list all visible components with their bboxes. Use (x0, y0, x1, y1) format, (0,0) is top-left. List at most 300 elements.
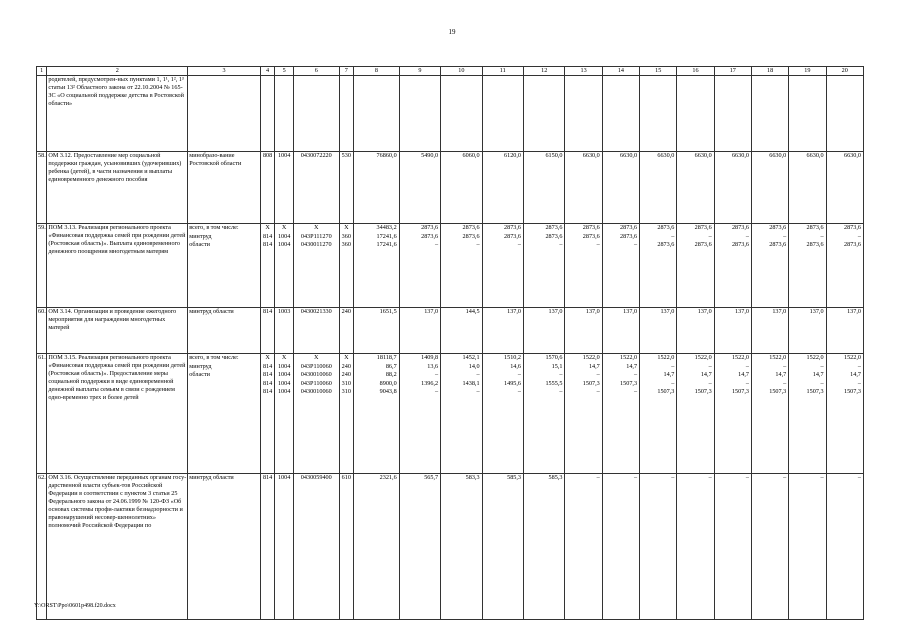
amount-value: 2873,6 (657, 224, 675, 231)
amount-cell (565, 76, 602, 152)
amount-value: – (633, 241, 638, 248)
table-header-row (37, 67, 864, 76)
amount-value: 1452,1 (462, 354, 480, 361)
amount-cell (714, 354, 751, 474)
amount-cell (565, 224, 602, 308)
amount-value (355, 76, 397, 85)
header-cell: 17 (714, 67, 751, 76)
code-value: 1004 (277, 152, 291, 159)
amount-value: 585,3 (548, 474, 563, 481)
amount-cell (524, 76, 565, 152)
amount-cell (602, 474, 639, 620)
amount-cell (399, 474, 440, 620)
row-number: 60. (37, 308, 47, 354)
code-cell-c7 (339, 354, 354, 474)
code-value: Х (344, 354, 349, 361)
amount-value: 144,5 (465, 308, 480, 315)
amount-value: 2873,6 (843, 241, 861, 248)
amount-cell (565, 152, 602, 224)
amount-value: 14,7 (738, 371, 749, 378)
code-value: 240 (341, 362, 351, 370)
header-cell: 18 (751, 67, 788, 76)
code-cell-c4 (260, 474, 275, 620)
amount-cell (789, 308, 826, 354)
code-value: 814 (262, 362, 273, 370)
amount-value: – (708, 474, 712, 481)
amount-cell (751, 308, 788, 354)
amount-cell (441, 224, 482, 308)
amount-cell (714, 224, 751, 308)
code-cell-c5 (275, 76, 294, 152)
code-value: Х (265, 224, 270, 231)
amount-cell (826, 76, 863, 152)
amount-value: – (476, 388, 480, 395)
amount-value: 1651,5 (379, 308, 397, 315)
code-value: Х (314, 354, 319, 361)
code-cell-c6 (293, 354, 339, 474)
code-cell-c7 (339, 152, 354, 224)
amount-cell (482, 308, 523, 354)
executor-cell (188, 76, 261, 152)
header-cell: 20 (826, 67, 863, 76)
code-cell-c4 (260, 354, 275, 474)
amount-cell (441, 474, 482, 620)
amount-value (790, 76, 823, 85)
code-value: 0430010060 (300, 371, 332, 378)
amount-value: – (596, 371, 600, 378)
code-cell-c7 (339, 224, 354, 308)
code-cell-c5 (275, 354, 294, 474)
code-value: 0430072220 (300, 152, 332, 159)
code-cell-c7 (339, 474, 354, 620)
amount-value: 1507,3 (806, 388, 824, 395)
code-value: Х (344, 224, 349, 231)
amount-value (566, 76, 599, 85)
amount-cell (602, 308, 639, 354)
amount-value: 1507,3 (694, 388, 712, 395)
amount-cell (640, 152, 677, 224)
amount-cell (354, 354, 400, 474)
amount-value: – (633, 388, 638, 395)
amount-cell (399, 76, 440, 152)
amount-cell (354, 224, 400, 308)
amount-value: 2873,6 (769, 224, 787, 231)
amount-cell (441, 152, 482, 224)
amount-value: 137,0 (772, 308, 787, 315)
amount-value: 14,6 (510, 362, 522, 370)
amount-value: – (745, 362, 749, 370)
amount-value (678, 76, 711, 85)
amount-value: – (596, 388, 600, 395)
code-value: 043P111270 (300, 232, 332, 240)
amount-value: 1507,3 (620, 379, 638, 387)
amount-cell (602, 224, 639, 308)
row-number: 62. (37, 474, 47, 620)
header-cell: 10 (441, 67, 482, 76)
code-value: 610 (341, 474, 351, 481)
amount-value: 2873,6 (462, 224, 480, 231)
amount-value: 2873,6 (504, 232, 522, 240)
amount-cell (602, 76, 639, 152)
measure-description: ОМ 3.12. Предоставление мер социальной поддержки граждан, усыновивших (удочеривших) ребенка (детей), в части назначения и выплаты единовременного денежного пособия (47, 152, 188, 224)
header-cell: 2 (47, 67, 188, 76)
amount-cell (354, 474, 400, 620)
code-cell-c4 (260, 308, 275, 354)
code-value: 808 (262, 152, 273, 159)
code-cell-c4 (260, 76, 275, 152)
amount-value: 137,0 (585, 308, 600, 315)
amount-value: – (559, 241, 563, 248)
amount-value: 2873,6 (731, 224, 749, 231)
amount-cell (602, 354, 639, 474)
amount-cell (677, 152, 714, 224)
table-row (37, 224, 864, 308)
amount-cell (482, 152, 523, 224)
amount-value: 17241,6 (376, 241, 397, 248)
code-cell-c6 (293, 76, 339, 152)
code-value: 1004 (277, 388, 291, 395)
code-cell-c6 (293, 224, 339, 308)
code-value: 0430021330 (300, 308, 332, 315)
amount-value: 2873,6 (504, 224, 522, 231)
header-cell: 6 (293, 67, 339, 76)
amount-cell (789, 224, 826, 308)
amount-value: 6630,0 (843, 152, 861, 159)
measure-description: ОМ 3.16. Осуществление переданных органам госу-дарственной власти субъек-тов Российской Федерации в соответствии с пунктом 3 статьи 25 Федерального закона от 24.06.1999 № 120-ФЗ «Об основах системы профи-лактики безнадзорности и правонарушений несовер-шеннолетних» полномочий Российской Федерации по (47, 474, 188, 620)
code-value: 1004 (277, 379, 291, 387)
header-cell: 7 (339, 67, 354, 76)
code-value: Х (314, 224, 319, 231)
amount-cell (640, 354, 677, 474)
code-value (276, 76, 292, 85)
amount-cell (677, 76, 714, 152)
amount-value: 6630,0 (582, 152, 600, 159)
amount-cell (524, 354, 565, 474)
header-cell: 15 (640, 67, 677, 76)
amount-value: 2321,6 (379, 474, 397, 481)
amount-value: – (559, 388, 563, 395)
amount-cell (714, 474, 751, 620)
header-cell: 1 (37, 67, 47, 76)
amount-value: 2873,6 (545, 232, 563, 240)
code-value: 310 (341, 379, 351, 387)
amount-value: 1507,3 (731, 388, 749, 395)
amount-value: 2873,6 (694, 224, 712, 231)
amount-value: 76860,0 (376, 152, 397, 159)
amount-value: 14,7 (775, 371, 787, 378)
code-value: 240 (341, 371, 351, 378)
amount-cell (565, 308, 602, 354)
header-cell: 13 (565, 67, 602, 76)
amount-value: – (671, 474, 675, 481)
executor-cell: минобразо-вание Ростовской области (188, 152, 261, 224)
table-row (37, 152, 864, 224)
amount-cell (789, 474, 826, 620)
code-cell-c5 (275, 224, 294, 308)
amount-cell (441, 308, 482, 354)
amount-value: 137,0 (507, 308, 522, 315)
amount-value: – (517, 371, 522, 378)
amount-value: – (857, 474, 861, 481)
code-value: Х (281, 354, 287, 361)
amount-value: 15,1 (551, 362, 563, 370)
amount-value: – (435, 388, 439, 395)
amount-value: 1522,0 (620, 354, 638, 361)
amount-value: 1522,0 (843, 354, 861, 361)
amount-value: 14,7 (663, 371, 675, 378)
amount-value: 17241,6 (376, 232, 397, 240)
amount-cell (399, 354, 440, 474)
amount-cell (565, 474, 602, 620)
amount-value (828, 76, 861, 85)
amount-cell (482, 354, 523, 474)
amount-value: 137,0 (697, 308, 712, 315)
amount-value: – (783, 379, 787, 387)
executor-cell (188, 224, 261, 308)
header-cell: 14 (602, 67, 639, 76)
amount-value: 1507,3 (582, 379, 600, 387)
amount-value: – (476, 371, 480, 378)
table-row (37, 354, 864, 474)
executor-cell: минтруд области (188, 474, 261, 620)
amount-cell (524, 224, 565, 308)
code-cell-c6 (293, 308, 339, 354)
amount-value: 6630,0 (731, 152, 749, 159)
executor-line: минтруд (189, 232, 212, 240)
amount-value (484, 76, 521, 85)
measure-description: ОМ 3.14. Организация и проведение ежегодного мероприятия для награждения многодетных матерей (47, 308, 188, 354)
amount-value: 2873,6 (421, 232, 439, 240)
amount-value: 2873,6 (582, 232, 600, 240)
amount-value: 137,0 (623, 308, 638, 315)
amount-value: 2873,6 (657, 241, 675, 248)
amount-value: 14,7 (812, 371, 824, 378)
amount-value: 1522,0 (582, 354, 600, 361)
amount-cell (399, 152, 440, 224)
code-value: 360 (341, 241, 351, 248)
amount-value: 6630,0 (657, 152, 675, 159)
amount-value: 1396,2 (421, 379, 439, 387)
code-value: 814 (262, 241, 273, 248)
amount-value: – (745, 379, 749, 387)
amount-cell (482, 76, 523, 152)
amount-cell (789, 76, 826, 152)
code-value: 240 (341, 308, 351, 315)
amount-value: 2873,6 (620, 224, 638, 231)
amount-value (401, 76, 438, 85)
amount-value: 565,7 (424, 474, 439, 481)
code-value: Х (281, 224, 287, 231)
table-row (37, 76, 864, 152)
amount-value (525, 76, 562, 85)
code-cell-c6 (293, 474, 339, 620)
amount-value: 14,7 (588, 362, 600, 370)
executor-line: всего, в том числе: (189, 354, 239, 361)
amount-cell (751, 474, 788, 620)
table-row (37, 308, 864, 354)
amount-value: 14,7 (850, 371, 861, 378)
amount-value: 2873,6 (806, 224, 824, 231)
amount-value: – (783, 474, 787, 481)
amount-value: – (820, 474, 824, 481)
amount-value: 1495,6 (504, 379, 522, 387)
amount-value: 1507,3 (769, 388, 787, 395)
amount-value: 13,6 (427, 362, 439, 370)
amount-cell (826, 224, 863, 308)
amount-value: 1409,8 (421, 354, 439, 361)
code-value: Х (265, 354, 270, 361)
code-value: 1004 (277, 232, 291, 240)
amount-cell (354, 76, 400, 152)
amount-value: – (745, 232, 749, 240)
amount-cell (677, 474, 714, 620)
amount-value: 14,7 (700, 371, 712, 378)
footer-file-path: Y:\ORST\Ppo\0601p498.f20.docx (34, 603, 116, 609)
measure-description: ПОМ 3.15. Реализация регионального проекта «Финансовая поддержка семей при рождении детей (Ростовская область)». Предоставление меры социальной поддержки в виде единовременной денежной выплаты семьям в связи с рождением одно-временно трех и более детей (47, 354, 188, 474)
amount-cell (354, 152, 400, 224)
amount-cell (524, 152, 565, 224)
amount-value: 1438,1 (462, 379, 480, 387)
amount-value: 1555,5 (545, 379, 563, 387)
row-number: 58. (37, 152, 47, 224)
amount-cell (714, 76, 751, 152)
amount-value: 6630,0 (694, 152, 712, 159)
amount-value: 18118,7 (376, 354, 397, 361)
amount-value (442, 76, 479, 85)
code-value (262, 76, 274, 85)
code-cell-c5 (275, 308, 294, 354)
amount-value: 585,3 (507, 474, 522, 481)
amount-cell (751, 76, 788, 152)
amount-cell (826, 308, 863, 354)
amount-value: 137,0 (660, 308, 675, 315)
amount-value: – (708, 379, 712, 387)
amount-value: 6120,0 (504, 152, 522, 159)
header-cell: 5 (275, 67, 294, 76)
executor-line: области (189, 241, 210, 248)
amount-value: – (517, 241, 522, 248)
amount-value (604, 76, 637, 85)
page-number: 19 (448, 28, 456, 36)
amount-value: – (435, 241, 439, 248)
code-value: 814 (262, 308, 273, 315)
amount-value: – (783, 362, 787, 370)
header-cell: 8 (354, 67, 400, 76)
amount-cell (751, 152, 788, 224)
code-value: 043P110060 (300, 379, 332, 387)
amount-value: 2873,6 (694, 241, 712, 248)
amount-cell (677, 224, 714, 308)
amount-value: – (559, 371, 563, 378)
code-value: 814 (262, 371, 273, 378)
amount-value: 2873,6 (462, 232, 480, 240)
amount-cell (354, 308, 400, 354)
amount-cell (677, 354, 714, 474)
amount-value: 34483,2 (376, 224, 397, 231)
amount-value: – (671, 362, 675, 370)
code-cell-c7 (339, 76, 354, 152)
amount-value: 1522,0 (731, 354, 749, 361)
amount-value: 2873,6 (545, 224, 563, 231)
budget-table (36, 66, 864, 620)
code-value: 814 (262, 379, 273, 387)
amount-value: 88,2 (385, 371, 397, 378)
amount-value: 5490,0 (421, 152, 439, 159)
header-cell: 3 (188, 67, 261, 76)
amount-value: 86,7 (385, 362, 397, 370)
amount-cell (640, 308, 677, 354)
code-value (341, 76, 353, 85)
code-value: 043P110060 (300, 362, 332, 370)
code-cell-c4 (260, 152, 275, 224)
header-cell: 9 (399, 67, 440, 76)
code-value: 0430010060 (300, 388, 332, 395)
executor-cell (188, 354, 261, 474)
amount-value: 1570,6 (545, 354, 563, 361)
amount-value: – (820, 232, 824, 240)
amount-value (716, 76, 749, 85)
amount-value: 2873,6 (421, 224, 439, 231)
amount-value: 6060,0 (462, 152, 480, 159)
amount-value: – (820, 362, 824, 370)
row-number: 59. (37, 224, 47, 308)
code-value: 814 (262, 388, 273, 395)
code-value (295, 76, 338, 85)
amount-value: – (857, 362, 861, 370)
amount-cell (677, 308, 714, 354)
code-value: 814 (262, 232, 273, 240)
amount-value: 1522,0 (769, 354, 787, 361)
amount-value: 6150,0 (545, 152, 563, 159)
code-value: 0430059400 (300, 474, 332, 481)
amount-value: 137,0 (424, 308, 439, 315)
amount-value: 2873,6 (806, 241, 824, 248)
amount-cell (640, 76, 677, 152)
code-cell-c5 (275, 152, 294, 224)
amount-value: – (596, 474, 600, 481)
amount-value: 1522,0 (806, 354, 824, 361)
amount-value: 14,7 (626, 362, 638, 370)
header-cell: 19 (789, 67, 826, 76)
amount-cell (565, 354, 602, 474)
amount-value: – (671, 232, 675, 240)
amount-value (641, 76, 674, 85)
amount-value: 137,0 (847, 308, 861, 315)
code-value: 360 (341, 232, 351, 240)
amount-value: – (633, 474, 638, 481)
executor-line (189, 388, 259, 397)
executor-line: минтруд (189, 362, 212, 370)
amount-value: – (633, 371, 638, 378)
amount-value: – (857, 232, 861, 240)
amount-value: – (476, 241, 480, 248)
amount-value: – (517, 388, 522, 395)
amount-value: 1507,3 (843, 388, 861, 395)
amount-value: 2873,6 (582, 224, 600, 231)
amount-value: 137,0 (809, 308, 824, 315)
executor-cell: минтруд области (188, 308, 261, 354)
amount-cell (640, 474, 677, 620)
amount-value: 137,0 (548, 308, 563, 315)
header-cell: 4 (260, 67, 275, 76)
amount-value: 8900,0 (379, 379, 397, 387)
amount-cell (441, 76, 482, 152)
code-value: 1003 (277, 308, 291, 315)
amount-value: – (783, 232, 787, 240)
code-value: 1004 (277, 362, 291, 370)
amount-value: – (671, 379, 675, 387)
amount-cell (441, 354, 482, 474)
